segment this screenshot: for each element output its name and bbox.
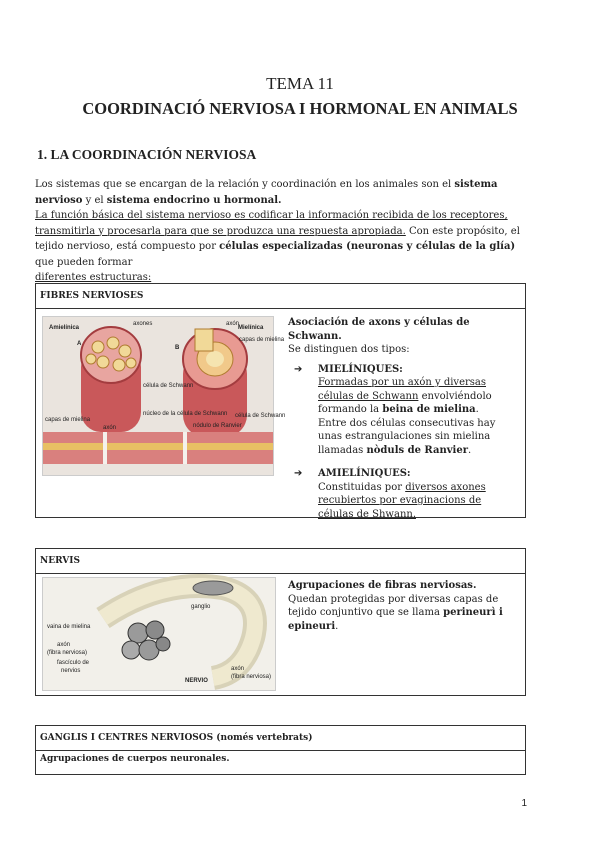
fibres-box-header: FIBRES NERVIOSES [36, 284, 525, 309]
fig-label-axon: axón [226, 321, 240, 327]
intro-text [35, 177, 535, 286]
page-title: COORDINACIÓ NERVIOSA I HORMONAL EN ANIMALS [82, 99, 518, 118]
fig-label-fibra2: (fibra nerviosa) [231, 674, 272, 680]
page-number: 1 [521, 798, 527, 809]
myelin-figure [42, 316, 286, 476]
nervis-desc-text: Quedan protegidas por diversas capas de tejido conjuntivo que se llama [288, 593, 499, 618]
tema-label: TEMA 11 [266, 74, 334, 93]
ganglis-text: Agrupaciones de cuerpos neuronales. [40, 754, 230, 764]
intro-paragraph-2 [35, 208, 535, 286]
fig-label-fibra: (fibra nerviosa) [47, 650, 88, 656]
arrow-icon: ➔ [294, 363, 303, 375]
intro-text-run: que pueden formar [35, 256, 133, 268]
fig-label-mielinica: Mielínica [238, 325, 264, 331]
ranvier-bold: nòduls de Ranvier [366, 444, 468, 456]
mielin-text-2: Entre dos células consecutivas hay unas estrangulaciones sin mielina llamadas [318, 417, 496, 456]
nervis-desc-bold: perineurì i epineuri [288, 607, 503, 632]
amielin-underlined: diversos axones recubiertos por evaginacions de células de Shwann. [318, 481, 486, 520]
fig-label-fasciculo: fascículo de [57, 660, 90, 666]
nervis-desc-text: . [335, 620, 339, 632]
intro-underlined-structures: diferentes estructuras: [35, 272, 152, 283]
fig-label-axon2: axón [103, 425, 117, 431]
ganglis-box [35, 725, 526, 775]
nervis-box [35, 548, 526, 696]
fig-label-nodulo: nódulo de Ranvier [193, 423, 242, 429]
fig-label-vaina: vaina de mielina [47, 624, 91, 630]
intro-text-run: Los sistemas que se encargan de la relación y coordinación en los animales son el [35, 179, 455, 190]
fig-label-nervio: NERVIO [185, 678, 208, 684]
intro-text-run: y el [82, 194, 107, 206]
nervis-box-header: NERVIS [36, 549, 525, 574]
intro-bold-sistema-endocrino: sistema endocrino u hormonal. [106, 194, 282, 206]
fig-label-capas2: capas de mielina [45, 417, 91, 423]
mielin-title: MIELÍNIQUES: [318, 363, 403, 375]
mielin-text: . [467, 444, 472, 456]
ganglis-box-header: GANGLIS I CENTRES NERVIOSOS (només vertebrats) [36, 726, 525, 751]
fig-label-amielinica: Amielínica [49, 325, 80, 331]
fig-label-celula: célula de Schwann [143, 383, 194, 389]
fig-label-axones: axones [133, 321, 153, 327]
fig-label-axon: axón [57, 642, 71, 648]
myelin-illustration [43, 317, 286, 475]
nerve-illustration [43, 578, 275, 690]
fig-label-a: A [77, 341, 82, 347]
nerve-figure [42, 577, 276, 691]
intro-text-run: Con este propósito, el tejido nervioso, está compuesto por [35, 225, 520, 252]
fig-label-b: B [175, 345, 180, 351]
intro-underlined-function: La función básica del sistema nervioso es codificar la información recibida de los receptores, transmitirla y procesarla para que se produzca una respuesta apropiada. [35, 210, 508, 237]
fibre-types-list [288, 363, 516, 522]
fig-label-nervios: nervios [61, 668, 81, 674]
list-item [288, 363, 516, 458]
fibres-description [288, 316, 516, 531]
intro-bold-sistema-nervioso: sistema nervioso [35, 179, 498, 206]
nervis-desc-title: Agrupaciones de fibras nerviosas. [288, 580, 477, 591]
fig-label-axon2: axón [231, 666, 245, 672]
fibres-desc-sub: Se distinguen dos tipos: [288, 344, 410, 355]
arrow-icon: ➔ [294, 468, 303, 479]
mielin-text: . [475, 404, 479, 415]
fibres-box [35, 283, 526, 518]
mielin-bold: beina de mielina [382, 404, 476, 415]
fig-label-ganglio: ganglio [191, 604, 211, 610]
fig-label-celula2: célula de Schwann [235, 413, 286, 419]
mielin-text: envolviéndolo formando la [318, 390, 492, 415]
nervis-description [288, 579, 516, 633]
list-item [288, 467, 516, 521]
intro-bold-cells: células especializadas (neuronas y células de la glía) [219, 241, 516, 252]
mielin-underlined: Formadas por un axón y diversas células de Schwann [318, 377, 486, 402]
amielin-text: Constituidas por [318, 481, 406, 493]
fibres-desc-title: Asociación de axons y células de Schwann. [288, 317, 470, 342]
fig-label-nucleo: núcleo de la célula de Schwann [143, 411, 228, 417]
amielin-title: AMIELÍNIQUES: [318, 468, 411, 479]
fig-label-capas: capas de mielina [239, 337, 285, 343]
section-title: 1. LA COORDINACIÓN NERVIOSA [37, 147, 257, 162]
intro-paragraph-1 [35, 177, 535, 208]
